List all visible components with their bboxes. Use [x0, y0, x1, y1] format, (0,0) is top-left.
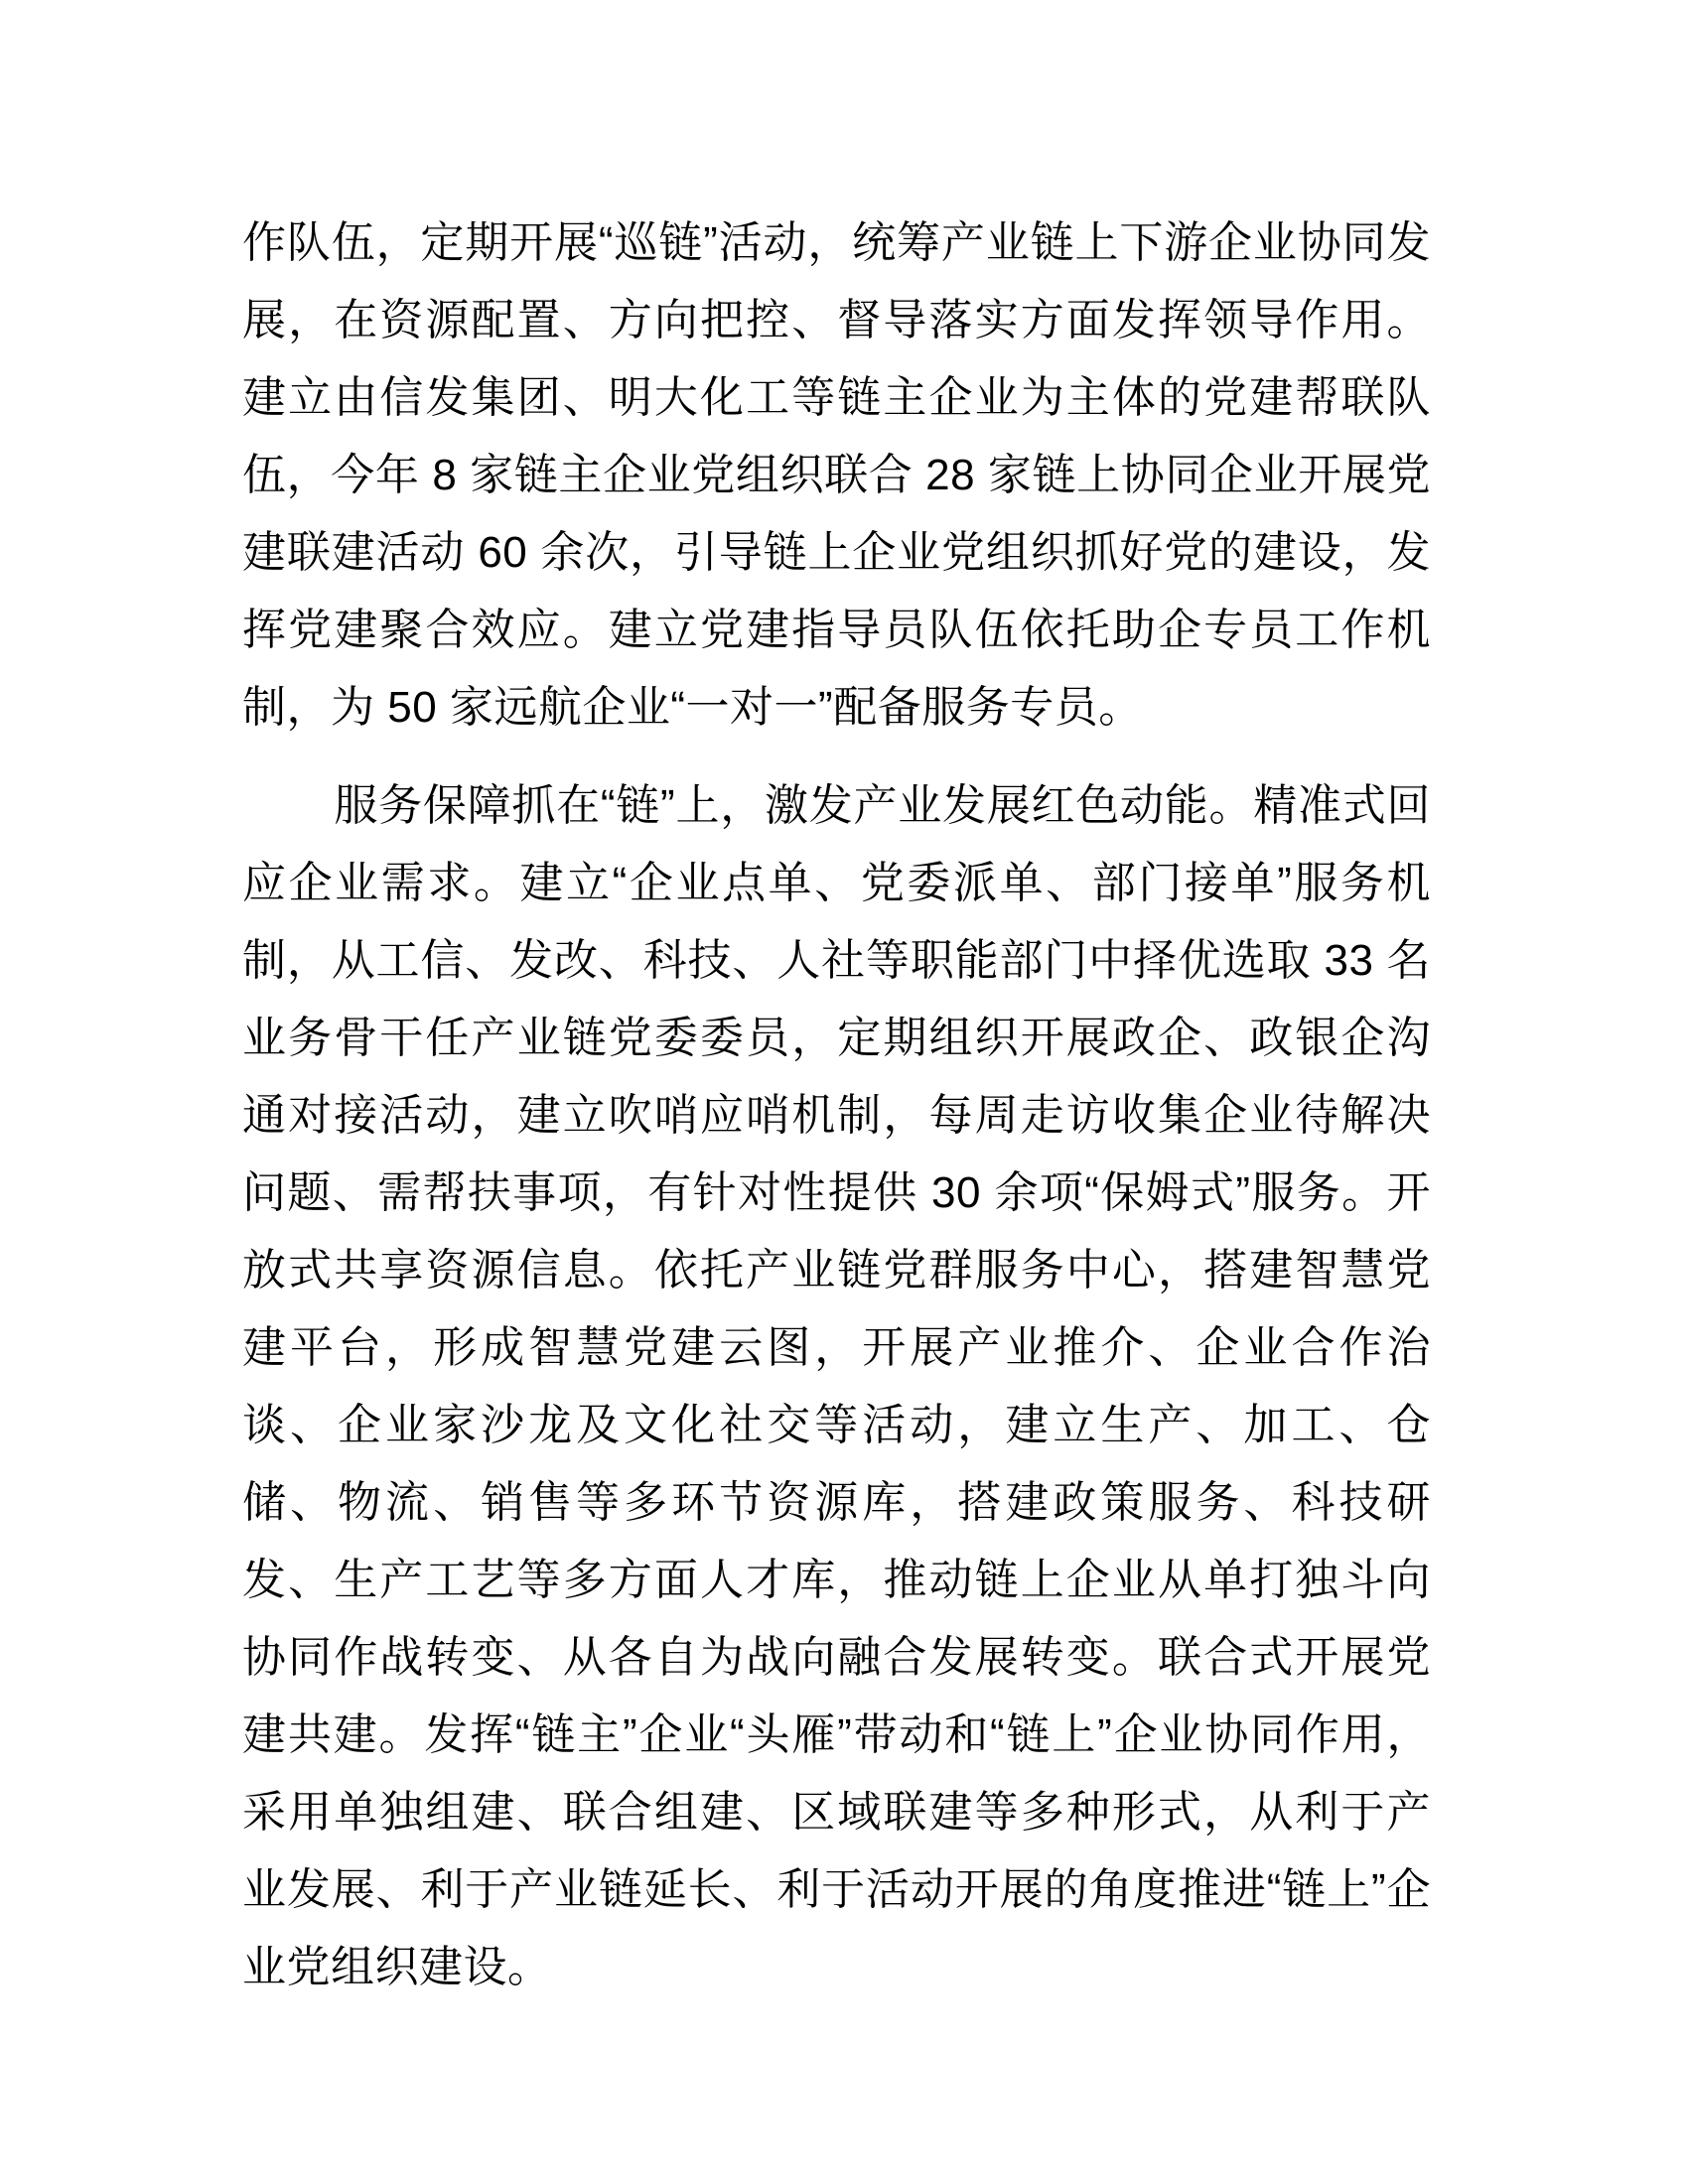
paragraph-service-guarantee: 服务保障抓在“链”上，激发产业发展红色动能。精准式回应企业需求。建立“企业点单、党委派单、部门接单”服务机制，从工信、发改、科技、人社等职能部门中择优选取 33 名业务骨干任产业链党委委员，定期组织开展政企、政银企沟通对接活动，建立吹哨应哨机制，每周走访收集企业待解决问题、需帮扶事项，有针对性提供 30 余项“保姆式”服务。开放式共享资源信息。依托产业链党群服务中心，搭建智慧党建平台，形成智慧党建云图，开展产业推介、企业合作治谈、企业家沙龙及文化社交等活动，建立生产、加工、仓储、物流、销售等多环节资源库，搭建政策服务、科技研发、生产工艺等多方面人才库，推动链上企业从单打独斗向协同作战转变、从各自为战向融合发展转变。联合式开展党建共建。发挥“链主”企业“头雁”带动和“链上”企业协同作用，采用单独组建、联合组建、区域联建等多种形式，从利于产业发展、利于产业链延长、利于活动开展的角度推进“链上”企业党组织建设。 [242, 781, 1431, 1991]
paragraph-continuation: 作队伍，定期开展“巡链”活动，统筹产业链上下游企业协同发展，在资源配置、方向把控、督导落实方面发挥领导作用。建立由信发集团、明大化工等链主企业为主体的党建帮联队伍，今年 8 家链主企业党组织联合 28 家链上协同企业开展党建联建活动 60 余次，引导链上企业党组织抓好党的建设，发挥党建聚合效应。建立党建指导员队伍依托助企专员工作机制，为 50 家远航企业“一对一”配备服务专员。 [242, 218, 1431, 732]
